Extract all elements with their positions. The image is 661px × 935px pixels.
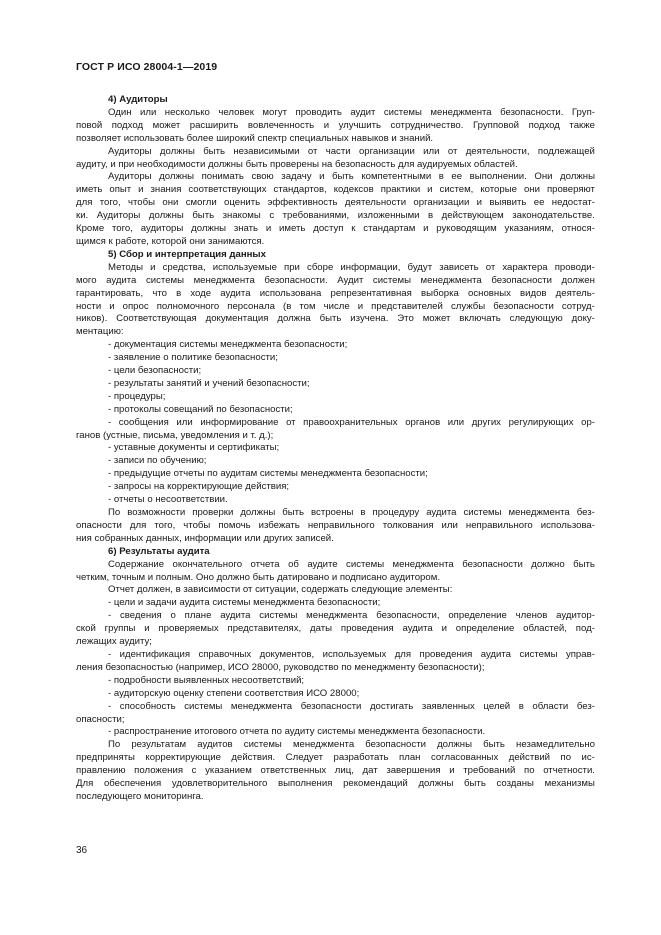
text-line: - цели и задачи аудита системы менеджмента безопасности;	[108, 597, 381, 609]
text-line: Содержание окончательного отчета об аудите системы менеджмента безопасности должно быть	[108, 558, 595, 570]
text-line: повой подход может расширить вовлеченность и улучшить сотрудничество. Групповой подход также	[76, 119, 595, 131]
section-heading: 6) Результаты аудита	[108, 545, 210, 557]
text-line: - подробности выявленных несоответствий;	[108, 674, 305, 686]
text-line: - распространение итогового отчета по аудиту системы менеджмента безопасности.	[108, 726, 486, 738]
text-line: - документация системы менеджмента безопасности;	[108, 339, 348, 351]
page-number: 36	[76, 845, 88, 856]
text-line: - заявление о политике безопасности;	[108, 352, 278, 364]
text-line: для того, чтобы они смогли оценить эффективность деятельности организации и выявить ее недостат-	[76, 197, 595, 209]
text-line: - идентификация справочных документов, используемых для проведения аудита системы управ-	[108, 648, 595, 660]
text-line: Аудиторы должны быть независимыми от части организации или от деятельности, подлежащей	[108, 145, 595, 157]
text-line: - процедуры;	[108, 390, 166, 402]
text-line: - способность системы менеджмента безопасности достигать заявленных целей в области без-	[108, 700, 595, 712]
text-line: - уставные документы и сертификаты;	[108, 442, 280, 454]
text-line: иметь опыт и знания соответствующих стандартов, кодексов практики и систем, которые они проверяют	[76, 184, 595, 196]
text-line: ния собранных данных, информации или других записей.	[76, 532, 334, 544]
section-heading: 5) Сбор и интерпретация данных	[108, 248, 266, 260]
text-line: позволяет использовать более широкий спектр специальных навыков и знаний.	[76, 132, 434, 144]
text-line: - предыдущие отчеты по аудитам системы менеджмента безопасности;	[108, 468, 428, 480]
text-line: щимся к работе, которой они занимаются.	[76, 235, 265, 247]
text-line: последующего мониторинга.	[76, 790, 204, 802]
text-line: ления безопасностью (например, ИСО 28000, руководство по менеджменту безопасности);	[76, 661, 485, 673]
text-line: По результатам аудитов системы менеджмента безопасности должны быть незамедлительно	[108, 739, 595, 751]
text-line: опасности;	[76, 713, 125, 725]
text-line: ской группы и проверяемых представителях, даты проведения аудита и определение областей, под-	[76, 623, 595, 635]
text-line: - результаты занятий и учений безопасности;	[108, 377, 310, 389]
text-line: ников). Соответствующая документация должна быть изучена. Это может включать следующую доку-	[76, 313, 595, 325]
text-line: ности и опрос полномочного персонала (в том числе и представителей службы безопасности сотруд-	[76, 300, 595, 312]
text-line: четким, точным и полным. Оно должно быть датировано и подписано аудитором.	[76, 571, 440, 583]
text-line: - аудиторскую оценку степени соответствия ИСО 28000;	[108, 687, 360, 699]
text-line: Аудиторы должны понимать свою задачу и быть компетентными в ее выполнении. Они должны	[108, 171, 595, 183]
text-line: ментацию:	[76, 326, 124, 338]
text-line: Кроме того, аудиторы должны знать и иметь доступ к стандартам и руководящим указаниям, относя-	[76, 223, 595, 235]
text-line: - цели безопасности;	[108, 365, 202, 377]
section-heading: 4) Аудиторы	[108, 94, 168, 105]
text-line: гарантировать, что в ходе аудита использована репрезентативная выборка основных видов деятель-	[76, 287, 595, 299]
text-line: Один или несколько человек могут проводить аудит системы менеджмента безопасности. Груп-	[108, 106, 595, 118]
text-line: Отчет должен, в зависимости от ситуации, содержать следующие элементы:	[108, 584, 453, 596]
text-line: - протоколы совещаний по безопасности;	[108, 403, 293, 415]
text-line: - сообщения или информирование от правоохранительных органов или других регулирующих ор-	[108, 416, 595, 428]
page-header: ГОСТ Р ИСО 28004-1—2019	[76, 61, 218, 73]
text-line: лежащих аудиту;	[76, 636, 152, 648]
text-line: - отчеты о несоответствии.	[108, 494, 228, 506]
text-line: опасности для того, чтобы помочь избежать неправильного толкования или неправильного использова-	[76, 519, 595, 531]
text-line: - сведения о плане аудита системы менеджмента безопасности, определение членов аудитор-	[108, 610, 595, 622]
text-line: правлению положения с указанием ответственных лиц, дат завершения и требований по отчетности.	[76, 765, 595, 777]
text-line: Методы и средства, используемые при сборе информации, будут зависеть от характера проводи-	[108, 261, 595, 273]
text-line: ки. Аудиторы должны быть знакомы с требованиями, изложенными в действующем законодательстве.	[76, 210, 595, 222]
text-line: предприняты корректирующие действия. Следует разработать план согласованных действий по ис-	[76, 752, 595, 764]
document-body	[76, 94, 595, 804]
text-line: По возможности проверки должны быть встроены в процедуру аудита системы менеджмента без-	[108, 507, 595, 518]
text-line: ганов (устные, письма, уведомления и т. д.);	[76, 429, 274, 441]
text-line: - запросы на корректирующие действия;	[108, 481, 290, 493]
text-line: мого аудита системы менеджмента безопасности. Аудит системы менеджмента безопасности должен	[76, 274, 595, 286]
text-line: аудиту, и при необходимости должны быть проверены на безопасность для аудируемых областей.	[76, 158, 518, 170]
text-line: - записи по обучению;	[108, 455, 207, 467]
text-line: Для обеспечения удовлетворительного выполнения рекомендаций должны быть созданы механизмы	[76, 778, 595, 790]
